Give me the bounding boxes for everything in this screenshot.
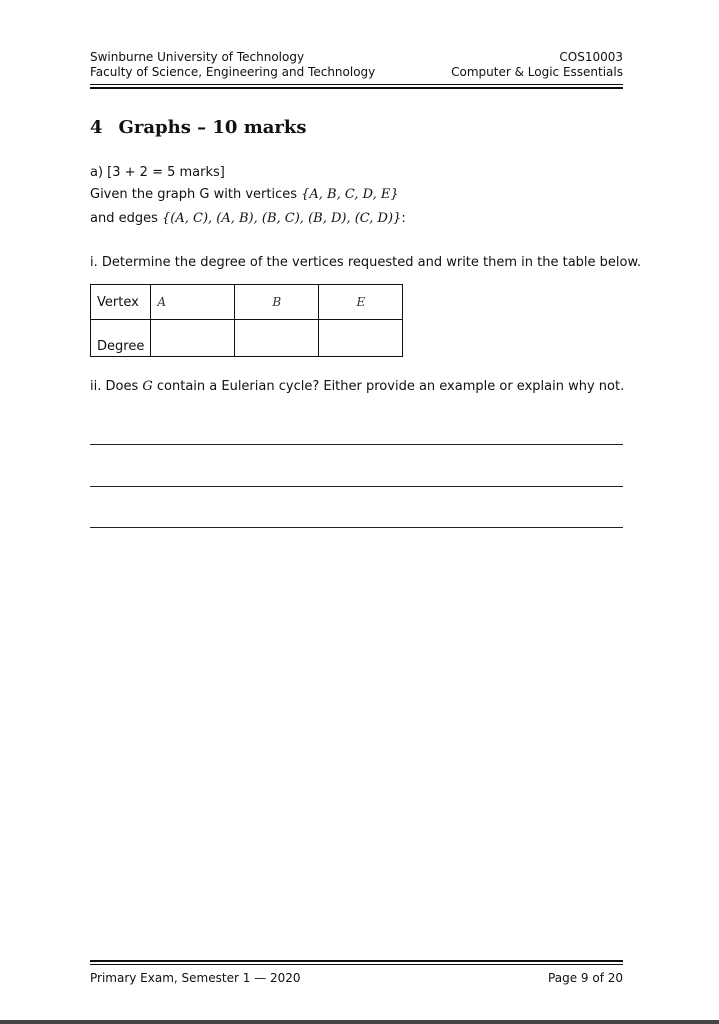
vertex-row — [91, 285, 403, 320]
edges-prefix: and edges — [90, 211, 162, 226]
university-name: Swinburne University of Technology — [90, 50, 305, 64]
section-number: 4 — [90, 117, 103, 138]
vertex-set: {A, B, C, D, E} — [301, 187, 399, 202]
edge-set: {(A, C), (A, B), (B, C), (B, D), (C, D)} — [162, 211, 402, 226]
graph-edges-line — [90, 211, 406, 226]
faculty-name: Faculty of Science, Engineering and Technology — [90, 65, 376, 79]
answer-line-1[interactable] — [90, 444, 623, 445]
degree-row — [91, 320, 403, 357]
degree-e-cell[interactable] — [319, 320, 403, 357]
page-number: Page 9 of 20 — [548, 971, 623, 985]
answer-line-2[interactable] — [90, 486, 623, 487]
part-a-marks: a) [3 + 2 = 5 marks] — [90, 165, 225, 180]
question-ii — [90, 379, 624, 394]
header-rule-thick — [90, 87, 623, 89]
section-heading: Graphs – 10 marks — [118, 117, 307, 138]
header-rule-thin — [90, 84, 623, 85]
vertex-b: B — [235, 285, 319, 320]
question-ii-prefix: ii. Does — [90, 379, 143, 394]
vertex-label: Vertex — [91, 285, 151, 320]
section-title — [90, 117, 307, 138]
vertex-e: E — [319, 285, 403, 320]
degree-table — [90, 284, 403, 357]
course-code: COS10003 — [559, 50, 623, 64]
footer-rule-thick — [90, 960, 623, 962]
question-i: i. Determine the degree of the vertices requested and write them in the table below. — [90, 255, 642, 270]
degree-b-cell[interactable] — [235, 320, 319, 357]
footer-rule-thin — [90, 964, 623, 965]
degree-label: Degree — [91, 320, 151, 357]
bottom-border — [0, 1020, 719, 1024]
exam-info: Primary Exam, Semester 1 — 2020 — [90, 971, 301, 985]
degree-a-cell[interactable] — [151, 320, 235, 357]
header-right — [451, 50, 623, 80]
question-ii-var: G — [142, 379, 153, 394]
given-prefix: Given the graph G with vertices — [90, 187, 302, 202]
header-left — [90, 50, 375, 80]
vertex-a: A — [151, 285, 235, 320]
course-name: Computer & Logic Essentials — [451, 65, 623, 79]
graph-vertices-line — [90, 187, 399, 202]
edges-suffix: : — [401, 211, 406, 226]
question-ii-suffix: contain a Eulerian cycle? Either provide an example or explain why not. — [152, 379, 625, 394]
answer-line-3[interactable] — [90, 527, 623, 528]
